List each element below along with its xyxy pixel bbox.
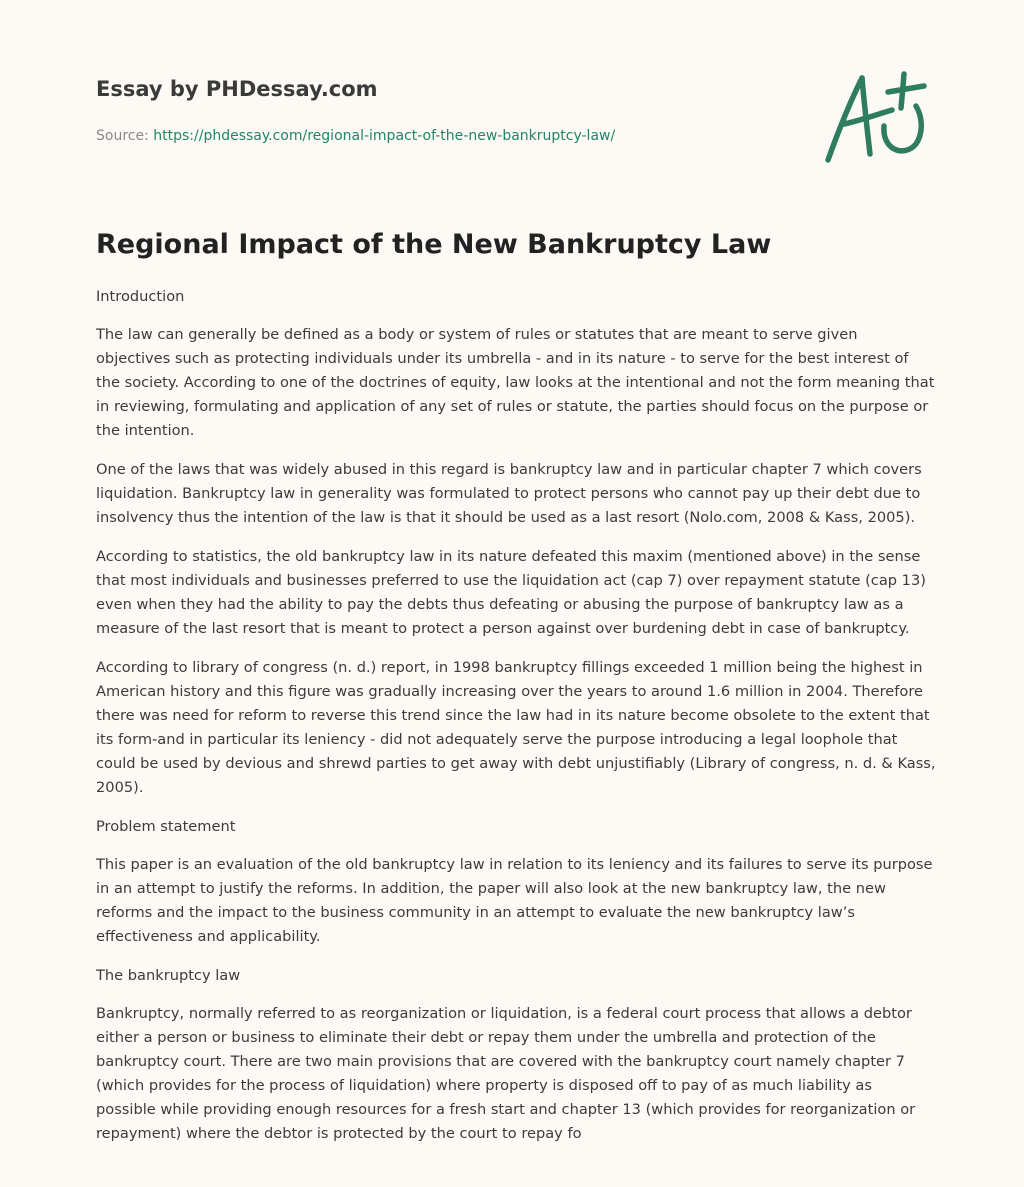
paragraph: According to statistics, the old bankruptcy law in its nature defeated this maxim (mentioned above) in the sense that most individuals and businesses preferred to use the liquidation act (cap 7) over repayment statute (cap 13) even when they had the ability to pay the debts thus defeating or abusing the purpose of bankruptcy law as a measure of the last resort that is meant to protect a person against over burdening debt in case of bankruptcy. xyxy=(96,548,926,637)
essay-header xyxy=(96,74,796,146)
section-heading-introduction: Introduction xyxy=(96,288,185,305)
brand-title: Essay by PHDessay.com xyxy=(96,77,378,101)
paragraph: This paper is an evaluation of the old bankruptcy law in relation to its leniency and its failures to serve its purpose in an attempt to justify the reforms. In addition, the paper will also look at the new bankruptcy law, the new reforms and the impact to the business community in an attempt to evaluate the new bankruptcy law’s effectiveness and applicability. xyxy=(96,856,933,945)
essay-title: Regional Impact of the New Bankruptcy Law xyxy=(96,229,772,260)
paragraph: According to library of congress (n. d.) report, in 1998 bankruptcy fillings exceeded 1 million being the highest in American history and this figure was gradually increasing over the years to around 1.6 million in 2004. Therefore there was need for reform to reverse this trend since the law had in its nature become obsolete to the extent that its form-and in particular its leniency - did not adequately serve the purpose introducing a legal loophole that could be used by devious and shrewd parties to get away with debt unjustifiably (Library of congress, n. d. & Kass, 2005). xyxy=(96,659,936,796)
section-heading-bankruptcy-law: The bankruptcy law xyxy=(96,967,241,984)
a-plus-logo-icon xyxy=(818,66,930,166)
essay-body xyxy=(96,285,936,1161)
source-link[interactable]: https://phdessay.com/regional-impact-of-the-new-bankruptcy-law/ xyxy=(153,128,616,144)
paragraph: Bankruptcy, normally referred to as reorganization or liquidation, is a federal court process that allows a debtor either a person or business to eliminate their debt or repay them under the umbrella and protection of the bankruptcy court. There are two main provisions that are covered with the bankruptcy court namely chapter 7 (which provides for the process of liquidation) where property is disposed off to pay of as much liability as possible while providing enough resources for a fresh start and chapter 13 (which provides for reorganization or repayment) where the debtor is protected by the court to repay fo xyxy=(96,1005,916,1142)
paragraph: One of the laws that was widely abused in this regard is bankruptcy law and in particular chapter 7 which covers liquidation. Bankruptcy law in generality was formulated to protect persons who cannot pay up their debt due to insolvency thus the intention of the law is that it should be used as a last resort (Nolo.com, 2008 & Kass, 2005). xyxy=(96,461,922,526)
paragraph: The law can generally be defined as a body or system of rules or statutes that are meant to serve given objectives such as protecting individuals under its umbrella - and in its nature - to serve for the best interest of the society. According to one of the doctrines of equity, law looks at the intentional and not the form meaning that in reviewing, formulating and application of any set of rules or statute, the parties should focus on the purpose or the intention. xyxy=(96,326,935,439)
source-label: Source: xyxy=(96,128,149,144)
source-line xyxy=(96,126,796,146)
section-heading-problem-statement: Problem statement xyxy=(96,818,236,835)
